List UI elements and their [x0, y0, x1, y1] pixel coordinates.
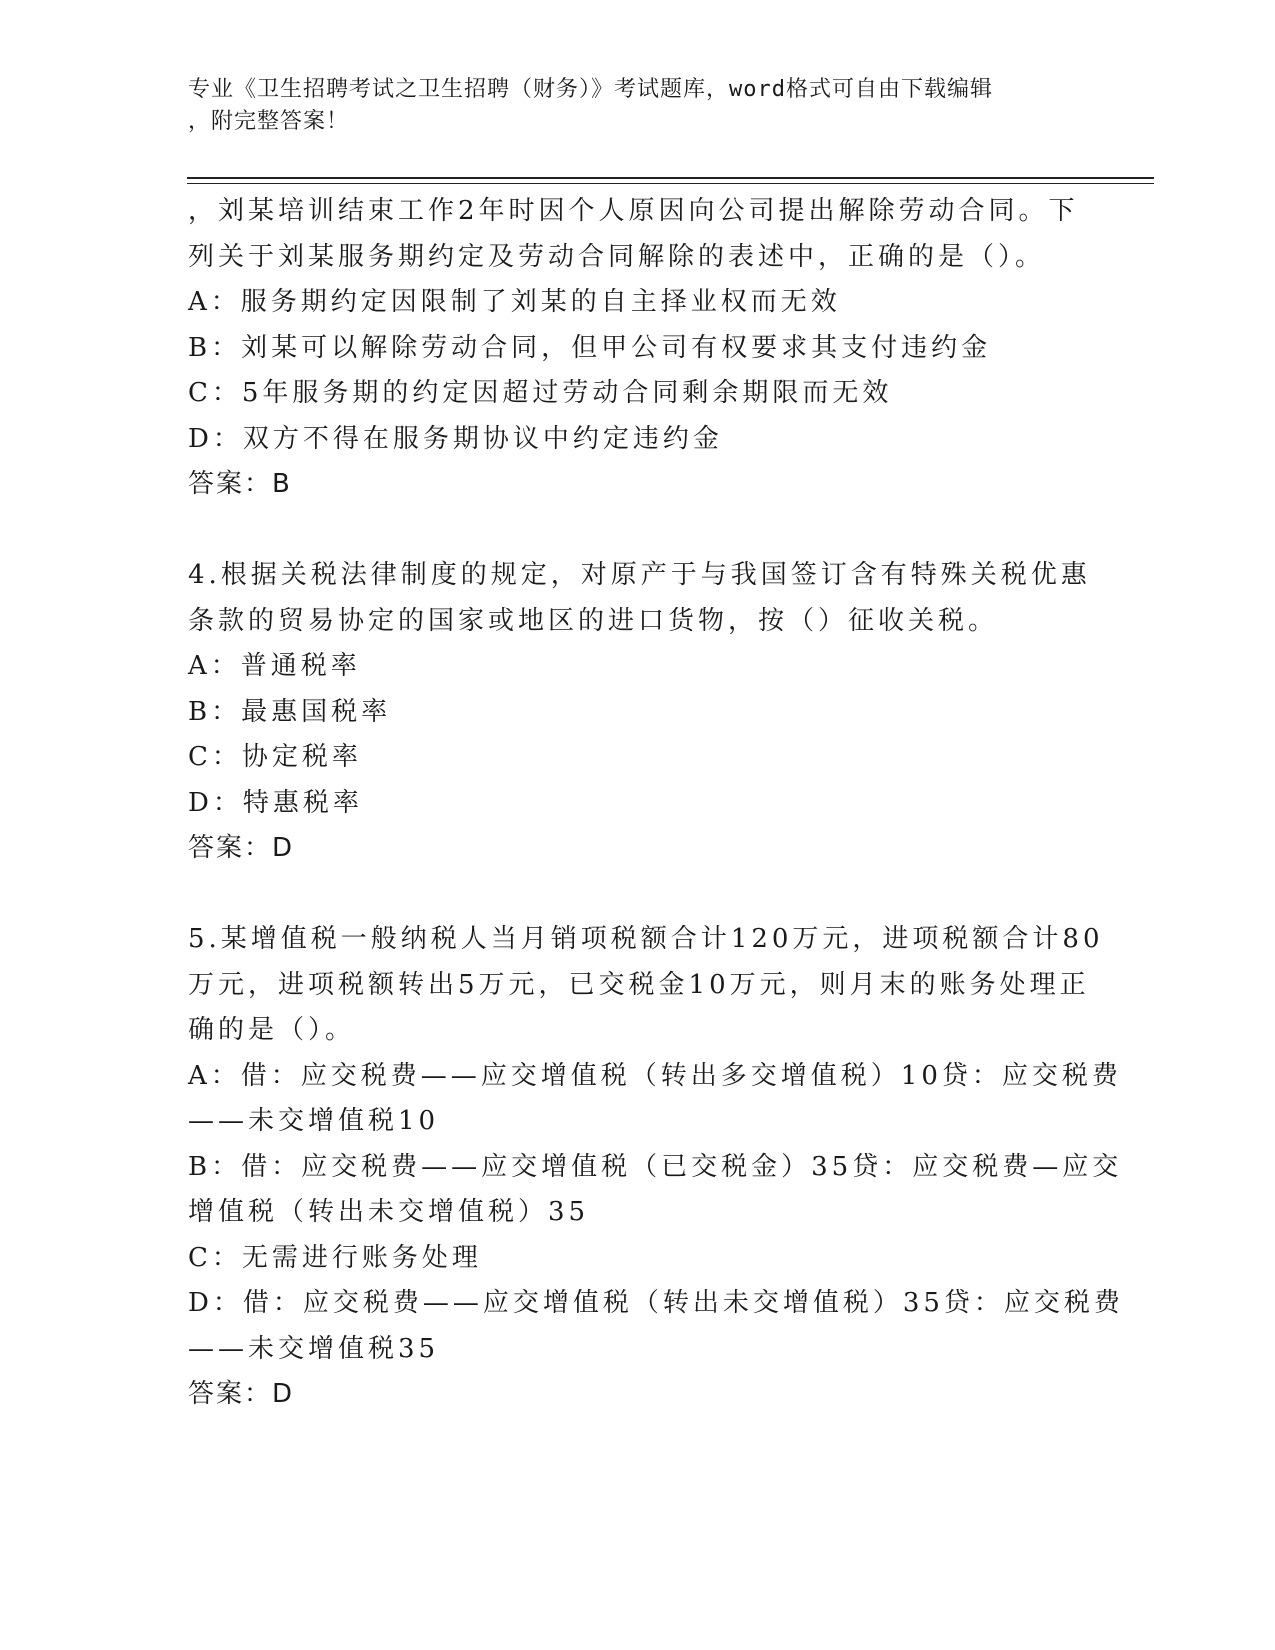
answer-label: 答案：D — [188, 1379, 295, 1409]
spacer — [188, 872, 1088, 918]
option-b: B：借：应交税费——应交增值税（已交税金）35贷：应交税费—应交 — [188, 1151, 1123, 1182]
option-d-continued: ——未交增值税35 — [188, 1333, 440, 1364]
question-4 — [188, 553, 1091, 872]
option-c: C：协定税率 — [188, 742, 362, 772]
option-d: D：特惠税率 — [188, 787, 363, 818]
question-stem-line: 确的是（）。 — [188, 1015, 356, 1045]
question-stem-line: 条款的贸易协定的国家或地区的进口货物，按（）征收关税。 — [188, 605, 999, 636]
question-3 — [188, 189, 1088, 508]
document-body — [188, 189, 1124, 1418]
option-a-continued: ——未交增值税10 — [188, 1106, 440, 1136]
spacer — [188, 508, 1088, 554]
question-stem-line: 列关于刘某服务期约定及劳动合同解除的表述中，正确的是（）。 — [188, 241, 1046, 272]
option-a: A：服务期约定因限制了刘某的自主择业权而无效 — [188, 287, 841, 317]
option-c: C：无需进行账务处理 — [188, 1242, 482, 1273]
answer-label: 答案：D — [188, 833, 295, 863]
option-c: C：5年服务期的约定因超过劳动合同剩余期限而无效 — [188, 378, 893, 408]
option-b-continued: 增值税（转出未交增值税）35 — [188, 1197, 590, 1227]
page-header — [188, 74, 1068, 138]
question-stem-line: ，刘某培训结束工作2年时因个人原因向公司提出解除劳动合同。下 — [188, 196, 1079, 226]
option-a: A：普通税率 — [188, 651, 361, 681]
header-divider-thin — [187, 183, 1154, 184]
question-5 — [188, 917, 1124, 1418]
answer-label: 答案：B — [188, 469, 292, 499]
option-b: B：最惠国税率 — [188, 696, 392, 727]
header-title-line-1: 专业《卫生招聘考试之卫生招聘（财务）》考试题库，word格式可自由下载编辑 — [188, 77, 993, 102]
option-d: D：借：应交税费——应交增值税（转出未交增值税）35贷：应交税费 — [188, 1288, 1124, 1318]
option-a: A：借：应交税费——应交增值税（转出多交增值税）10贷：应交税费 — [188, 1060, 1122, 1091]
question-stem-line: 5.某增值税一般纳税人当月销项税额合计120万元，进项税额合计80 — [188, 924, 1104, 954]
question-stem-line: 万元，进项税额转出5万元，已交税金10万元，则月末的账务处理正 — [188, 969, 1090, 1000]
header-divider-thick — [187, 177, 1154, 179]
option-b: B：刘某可以解除劳动合同，但甲公司有权要求其支付违约金 — [188, 332, 992, 363]
option-d: D：双方不得在服务期协议中约定违约金 — [188, 423, 723, 454]
question-stem-line: 4.根据关税法律制度的规定，对原产于与我国签订含有特殊关税优惠 — [188, 560, 1091, 590]
header-title-line-2: ，附完整答案！ — [188, 109, 350, 134]
